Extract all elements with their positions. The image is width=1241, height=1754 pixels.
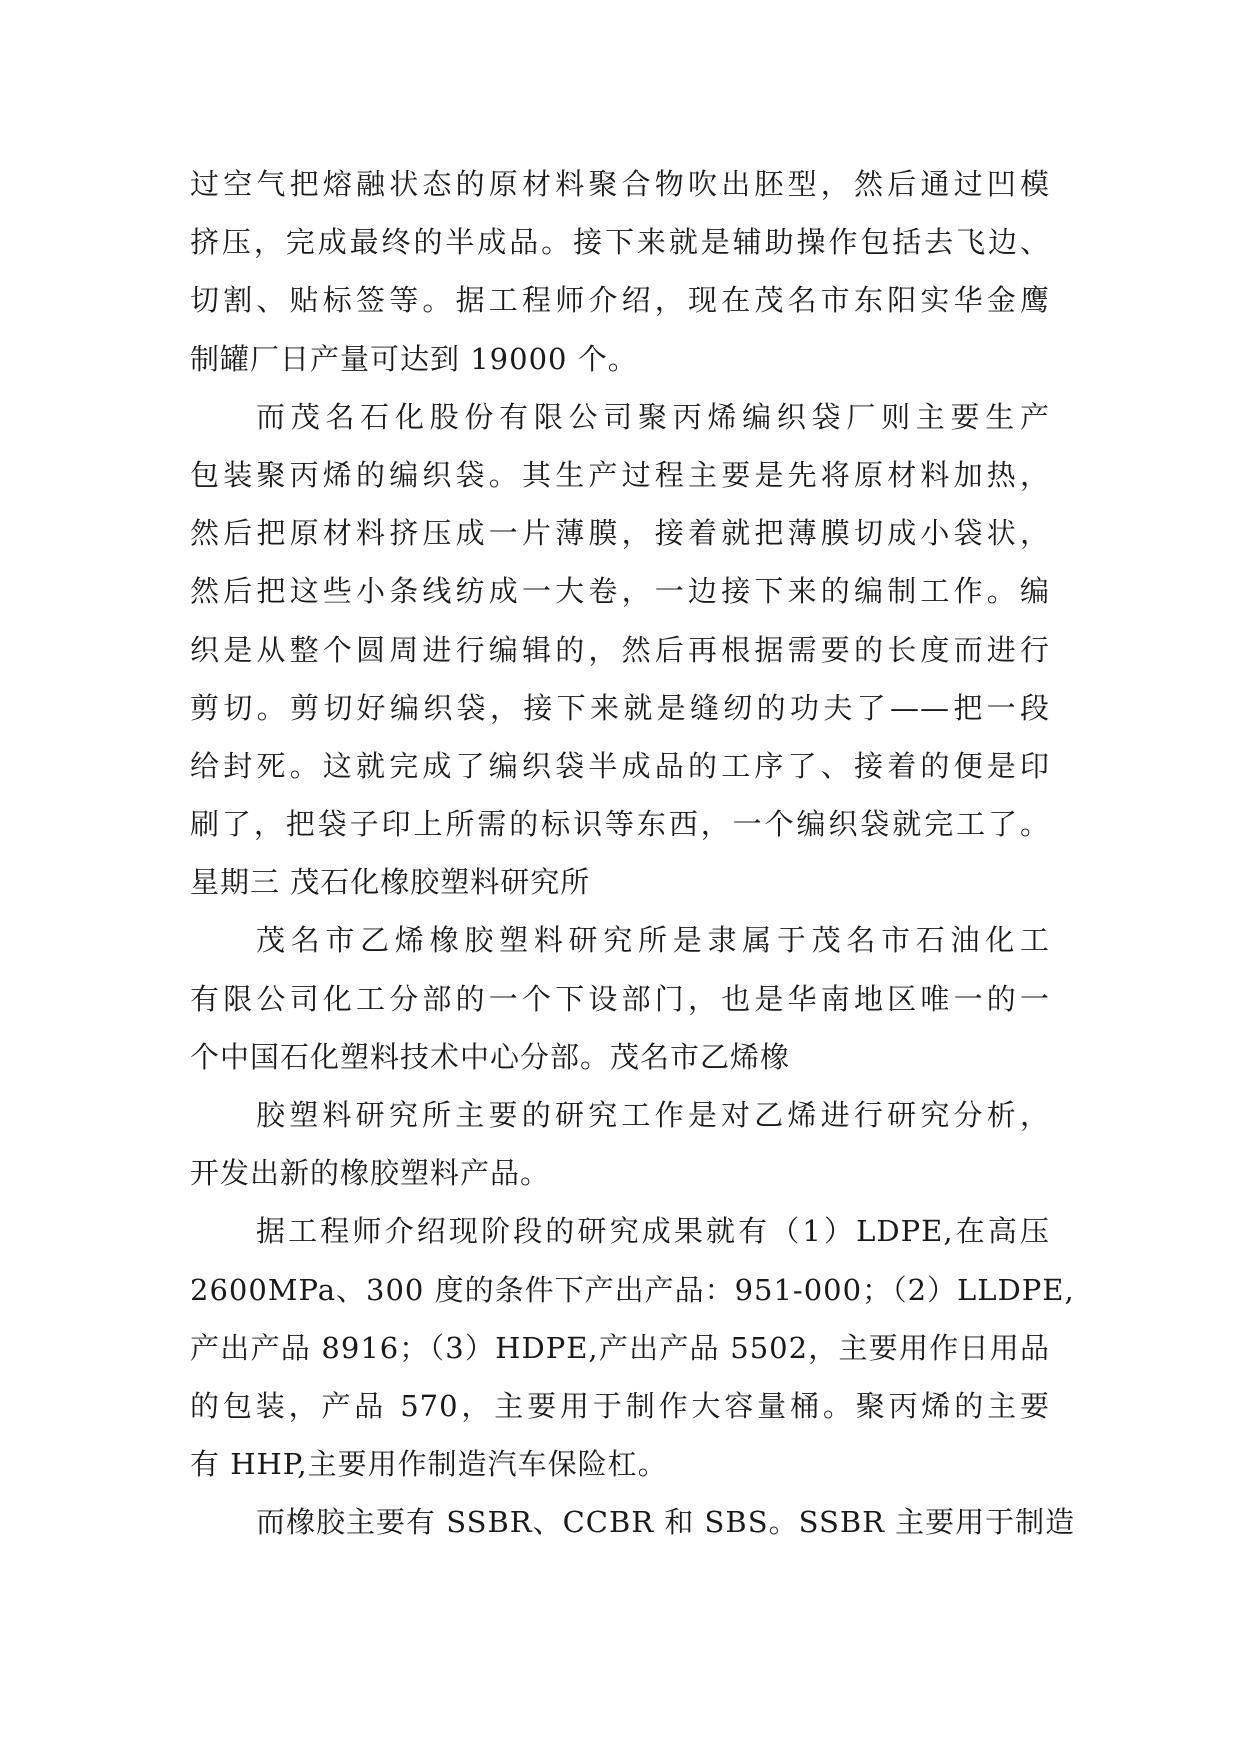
text-line: 产出产品 8916；（3）HDPE,产出产品 5502，主要用作日用品 — [190, 1330, 1050, 1365]
paragraph-start-line: 据工程师介绍现阶段的研究成果就有（1）LDPE,在高压 — [256, 1214, 1050, 1249]
text-line: 的包装，产品 570，主要用于制作大容量桶。聚丙烯的主要 — [190, 1388, 1050, 1423]
text-line: 过空气把熔融状态的原材料聚合物吹出胚型，然后通过凹模 — [190, 167, 1050, 201]
text-line: 然后把这些小条线纺成一大卷，一边接下来的编制工作。编 — [190, 574, 1050, 609]
text-line: 有限公司化工分部的一个下设部门，也是华南地区唯一的一 — [190, 981, 1050, 1016]
document-body — [190, 155, 1076, 1552]
text-line: 切割、贴标签等。据工程师介绍，现在茂名市东阳实华金鹰 — [190, 283, 1050, 318]
text-line: 开发出新的橡胶塑料产品。 — [190, 1156, 551, 1191]
paragraph-start-line: 而茂名石化股份有限公司聚丙烯编织袋厂则主要生产 — [256, 399, 1050, 434]
text-line: 挤压，完成最终的半成品。接下来就是辅助操作包括去飞边、 — [190, 225, 1050, 260]
text-line: 然后把原材料挤压成一片薄膜，接着就把薄膜切成小袋状， — [190, 516, 1050, 551]
text-line: 剪切。剪切好编织袋，接下来就是缝纫的功夫了——把一段 — [190, 690, 1050, 725]
text-line: 制罐厂日产量可达到 19000 个。 — [190, 341, 638, 376]
text-line: 包装聚丙烯的编织袋。其生产过程主要是先将原材料加热， — [190, 457, 1050, 492]
paragraph-start-line: 胶塑料研究所主要的研究工作是对乙烯进行研究分析， — [256, 1098, 1050, 1132]
paragraph-start-line: 茂名市乙烯橡胶塑料研究所是隶属于茂名市石油化工 — [256, 923, 1050, 958]
text-line: 刷了，把袋子印上所需的标识等东西，一个编织袋就完工了。 — [190, 807, 1050, 842]
text-line: 有 HHP,主要用作制造汽车保险杠。 — [190, 1447, 668, 1482]
paragraph-start-line: 而橡胶主要有 SSBR、CCBR 和 SBS。SSBR 主要用于制造 — [256, 1505, 1076, 1540]
text-line: 个中国石化塑料技术中心分部。茂名市乙烯橡 — [190, 1039, 791, 1074]
text-line: 2600MPa、300 度的条件下产出产品：951-000；（2）LLDPE, — [190, 1272, 1075, 1307]
text-line: 织是从整个圆周进行编辑的，然后再根据需要的长度而进行 — [190, 632, 1050, 667]
section-heading: 星期三 茂石化橡胶塑料研究所 — [190, 865, 591, 900]
text-line: 给封死。这就完成了编织袋半成品的工序了、接着的便是印 — [190, 748, 1050, 783]
